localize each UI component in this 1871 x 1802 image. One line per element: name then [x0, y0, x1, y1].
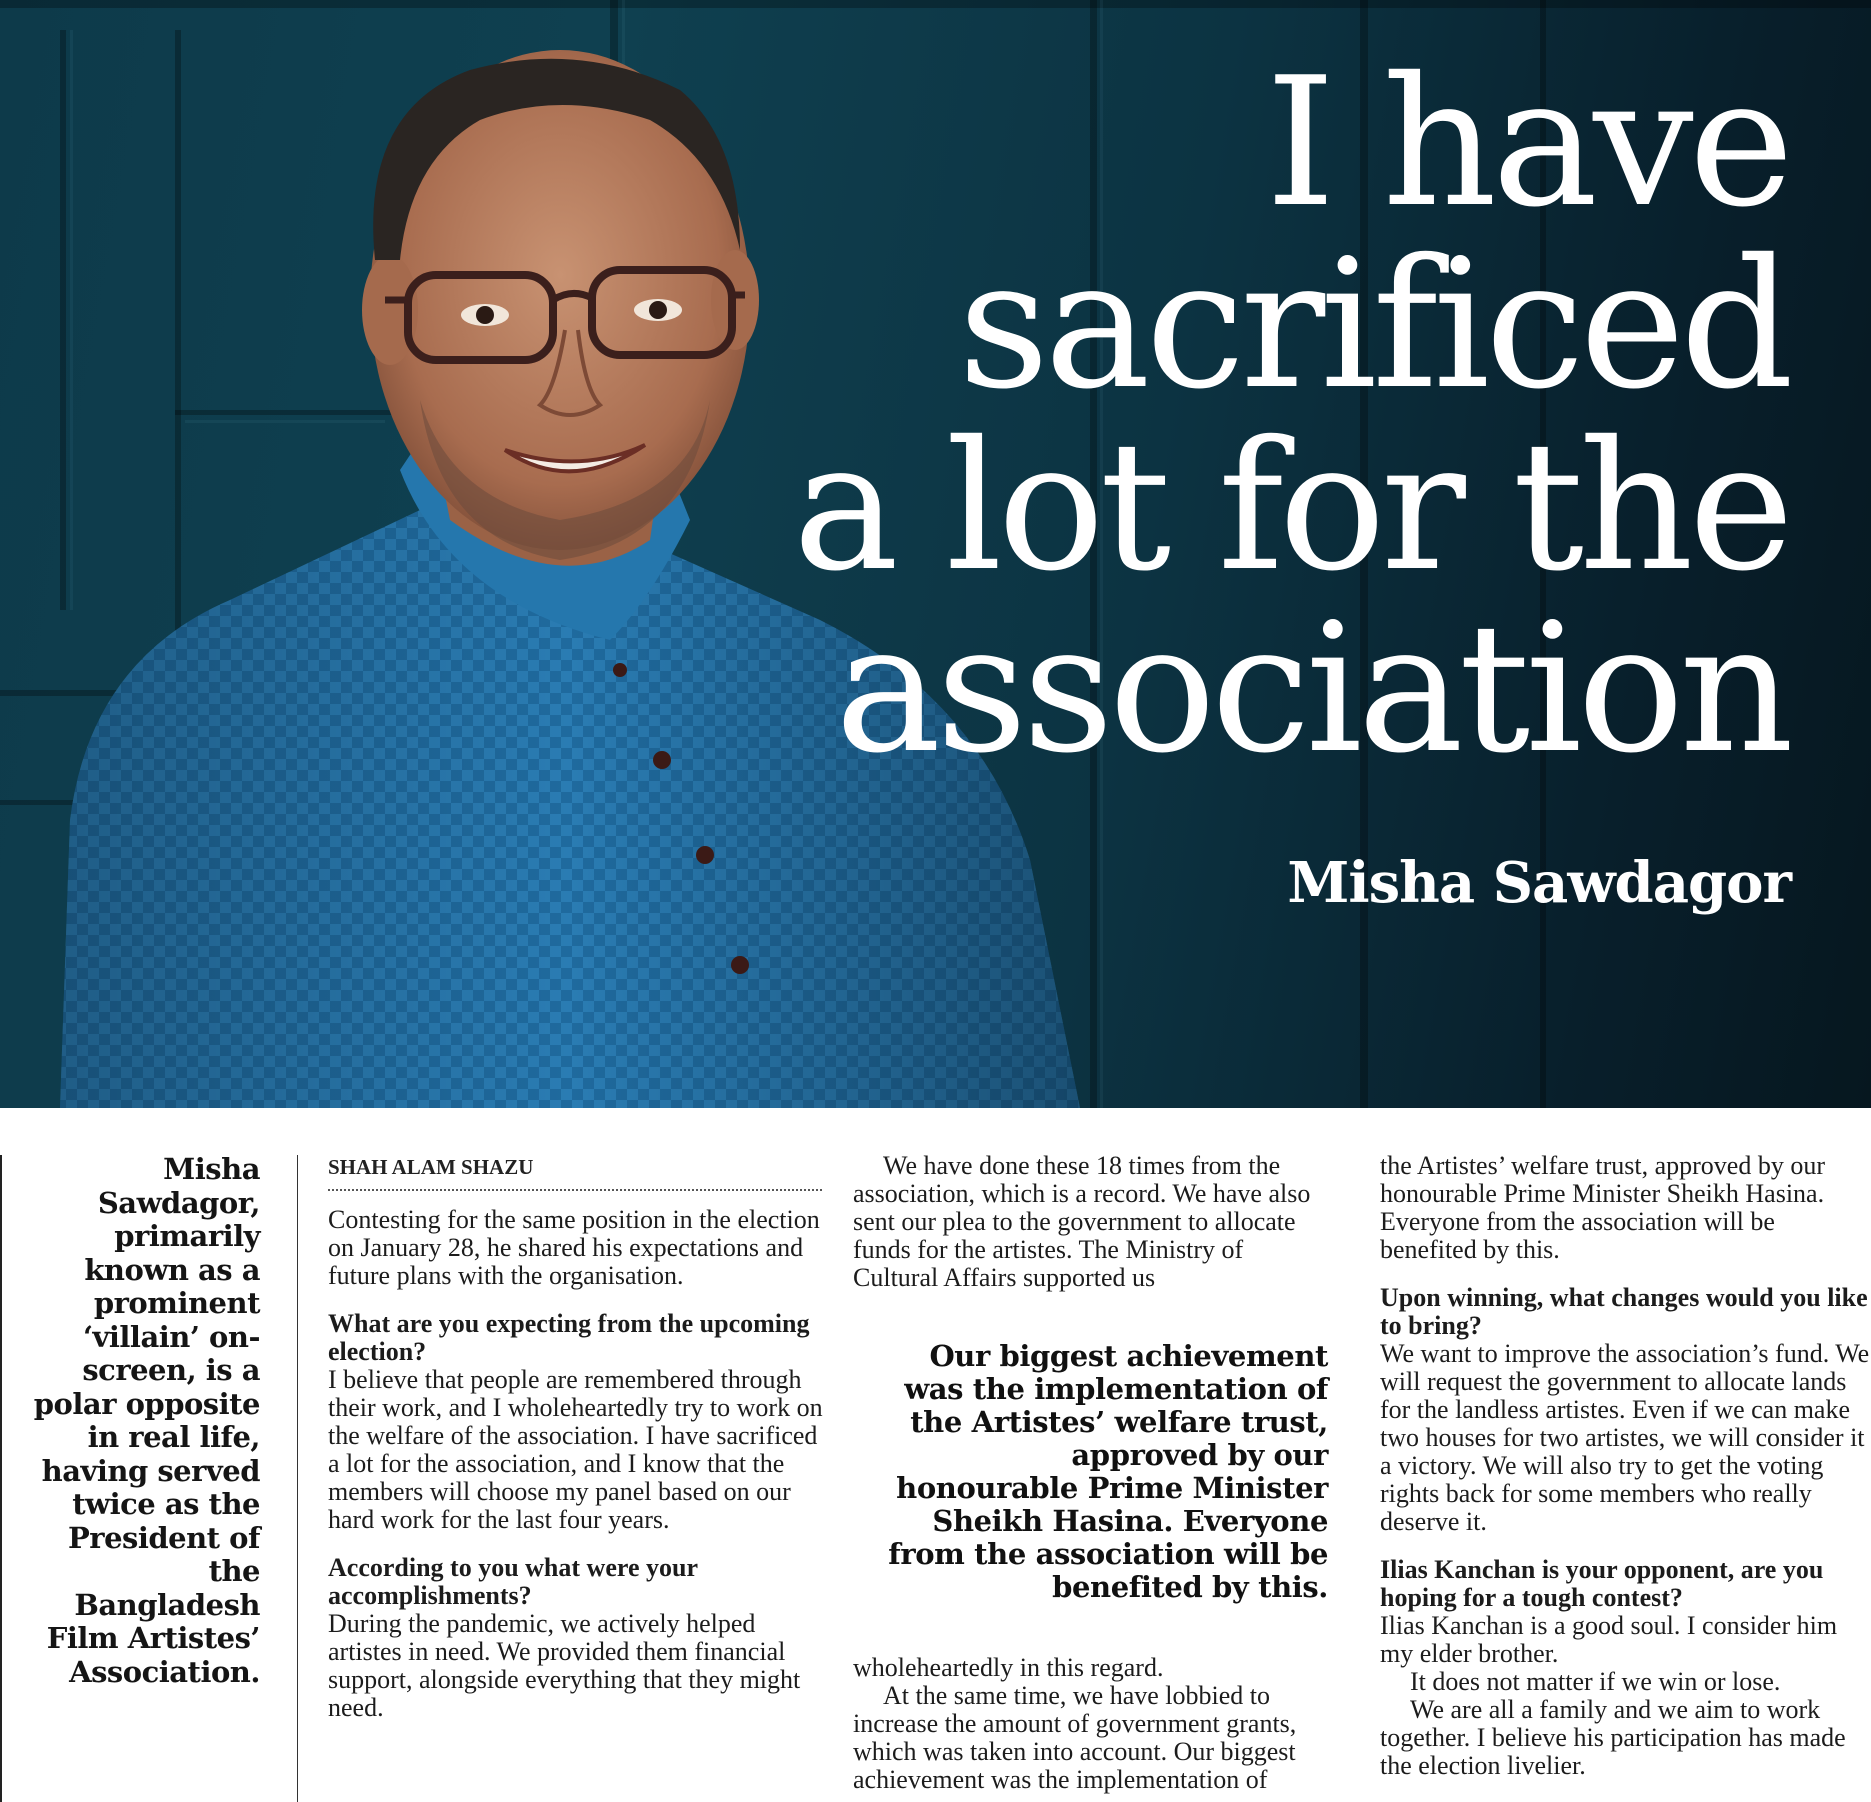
answer-4-closing: We are all a family and we aim to work together. I believe his participation has made the election livelier. [1380, 1695, 1846, 1780]
pull-quote: Our biggest achievement was the implementation of the Artistes’ welfare trust, approved by our honourable Prime Minister Sheikh Hasina. Everyone from the association will be benefited by this. [888, 1339, 1328, 1604]
col3-paragraph-1: the Artistes’ welfare trust, approved by our honourable Prime Minister Sheikh Hasina. Everyone from the association will be benefited by this. [1380, 1151, 1825, 1264]
question-1: What are you expecting from the upcoming election? [328, 1309, 810, 1366]
headline-line-3: a lot for the [792, 403, 1789, 610]
left-border-rule [0, 1155, 2, 1802]
headline-line-2: sacrificed [958, 221, 1789, 428]
headline [589, 39, 1789, 792]
answer-2: During the pandemic, we actively helped artistes in need. We provided them financial support, alongside everything that they might need. [328, 1609, 801, 1722]
author-byline: SHAH ALAM SHAZU [328, 1155, 534, 1179]
article-column-3 [1380, 1152, 1870, 1780]
question-3: Upon winning, what changes would you like to bring? [1380, 1283, 1868, 1340]
intro-blurb: Misha Sawdagor, primarily known as a prominent ‘villain’ on-screen, is a polar opposite in real life, having served twice as the President of the Bangladesh Film Artistes’ Association. [33, 1152, 260, 1689]
answer-1: I believe that people are remembered through their work, and I wholeheartedly try to work on the welfare of the association. I have sacrificed a lot for the association, and I know that the members will choose my panel based on our hard work for the last four years. [328, 1365, 823, 1534]
subject-name: Misha Sawdagor [1287, 850, 1791, 916]
byline-dotted-rule [328, 1189, 822, 1191]
headline-line-4: association [835, 585, 1789, 792]
article-column-2 [853, 1152, 1328, 1292]
col2-paragraph-3: At the same time, we have lobbied to increase the amount of government grants, which was taken into account. Our biggest achievement was the implementation of [853, 1681, 1297, 1794]
article-column-1 [328, 1206, 828, 1722]
question-4: Ilias Kanchan is your opponent, are you hoping for a tough contest? [1380, 1555, 1824, 1612]
col2-paragraph-1: We have done these 18 times from the association, which is a record. We have also sent our plea to the government to allocate funds for the artistes. The Ministry of Cultural Affairs supported us [853, 1151, 1311, 1292]
lead-paragraph: Contesting for the same position in the election on January 28, he shared his expectations and future plans with the organisation. [328, 1205, 820, 1290]
article-column-2-continued [853, 1654, 1333, 1794]
answer-4-continued: It does not matter if we win or lose. [1410, 1667, 1781, 1696]
col2-paragraph-2: wholeheartedly in this regard. [853, 1653, 1164, 1682]
column-divider [297, 1155, 298, 1802]
question-2: According to you what were your accomplishments? [328, 1553, 698, 1610]
answer-4: Ilias Kanchan is a good soul. I consider him my elder brother. [1380, 1611, 1838, 1668]
answer-3: We want to improve the association’s fund. We will request the government to allocate lands for the landless artistes. Even if we can make two houses for two artistes, we will consider it a victory. We will also try to get the voting rights back for some members who really deserve it. [1380, 1339, 1870, 1536]
headline-line-1: I have [1265, 39, 1789, 246]
